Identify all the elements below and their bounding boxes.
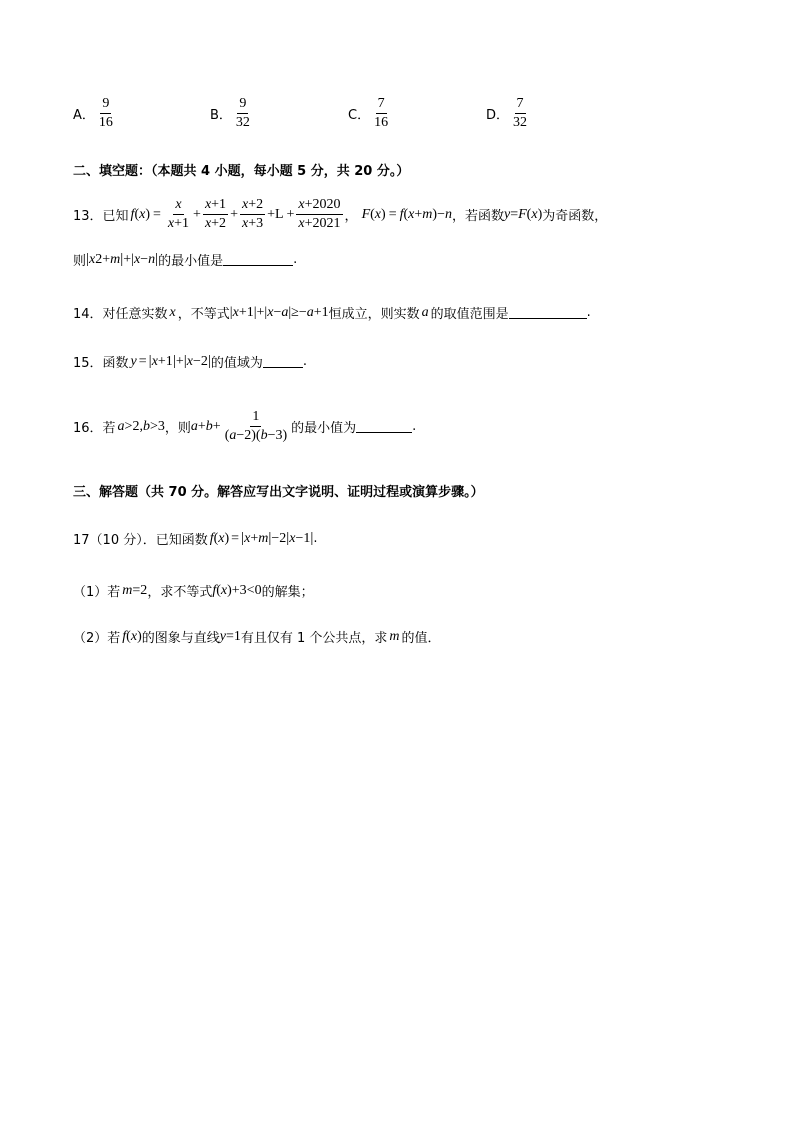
option-fraction: $\frac{9}{32}$ bbox=[235, 96, 250, 130]
option-fraction: $\frac{9}{16}$ bbox=[98, 96, 113, 130]
question-15: 15．函数 y = | x +1 | + | x −2 | 的值域为 . bbox=[73, 353, 308, 371]
question-17-part-1: （1）若 m =2 ，求不等式 f ( x )+3<0 的解集； bbox=[73, 582, 314, 600]
question-17: 17（10 分）．已知函数 f ( x ) = | x + m | −2 | x −1 | . bbox=[73, 530, 318, 548]
answer-blank[interactable] bbox=[509, 306, 587, 319]
option-b bbox=[210, 96, 254, 131]
option-fraction: $\frac{7}{16}$ bbox=[374, 96, 389, 130]
option-letter: B． bbox=[210, 108, 232, 123]
option-letter: A． bbox=[73, 108, 95, 123]
option-c bbox=[348, 96, 392, 131]
section-heading-solutions: 三、解答题（共 70 分。解答应写出文字说明、证明过程或演算步骤。） bbox=[73, 485, 484, 500]
option-d bbox=[486, 96, 531, 131]
question-16: 16．若 a >2, b >3 ，则 a + b + $\frac{1}{(a-2)(b-3)}$ 的最小值为 . bbox=[73, 409, 417, 443]
option-letter: C． bbox=[348, 108, 371, 123]
question-13-line-2: 则 | x 2 + m | +| x − n | 的最小值是 . bbox=[73, 251, 298, 269]
option-fraction: $\frac{7}{32}$ bbox=[513, 96, 528, 130]
section-heading-fill-in: 二、填空题：（本题共 4 小题，每小题 5 分，共 20 分。） bbox=[73, 164, 410, 179]
option-a bbox=[73, 96, 117, 131]
question-14: 14．对任意实数 x ，不等式 | x +1|+| x − a |≥− a +1 恒成立，则实数 a 的取值范围是 . bbox=[73, 304, 591, 322]
answer-blank[interactable] bbox=[356, 420, 412, 433]
question-17-part-2: （2）若 f ( x ) 的图象与直线 y =1 有且仅有 1 个公共点，求 m 的值． bbox=[73, 628, 441, 646]
option-letter: D． bbox=[486, 108, 510, 123]
answer-blank[interactable] bbox=[223, 253, 293, 266]
question-13: 13．已知 f ( x ) = $\frac{x}{x+1}$ + $\frac{x+1}{x+2}$ + $\frac{x+2}{x+3}$ +L + $\frac{x+2020}{x+2021}$ ， F ( x ) = f ( x + m )− n ，若函数 y = F ( x ) 为奇函数， bbox=[73, 197, 608, 231]
answer-blank[interactable] bbox=[263, 355, 303, 368]
